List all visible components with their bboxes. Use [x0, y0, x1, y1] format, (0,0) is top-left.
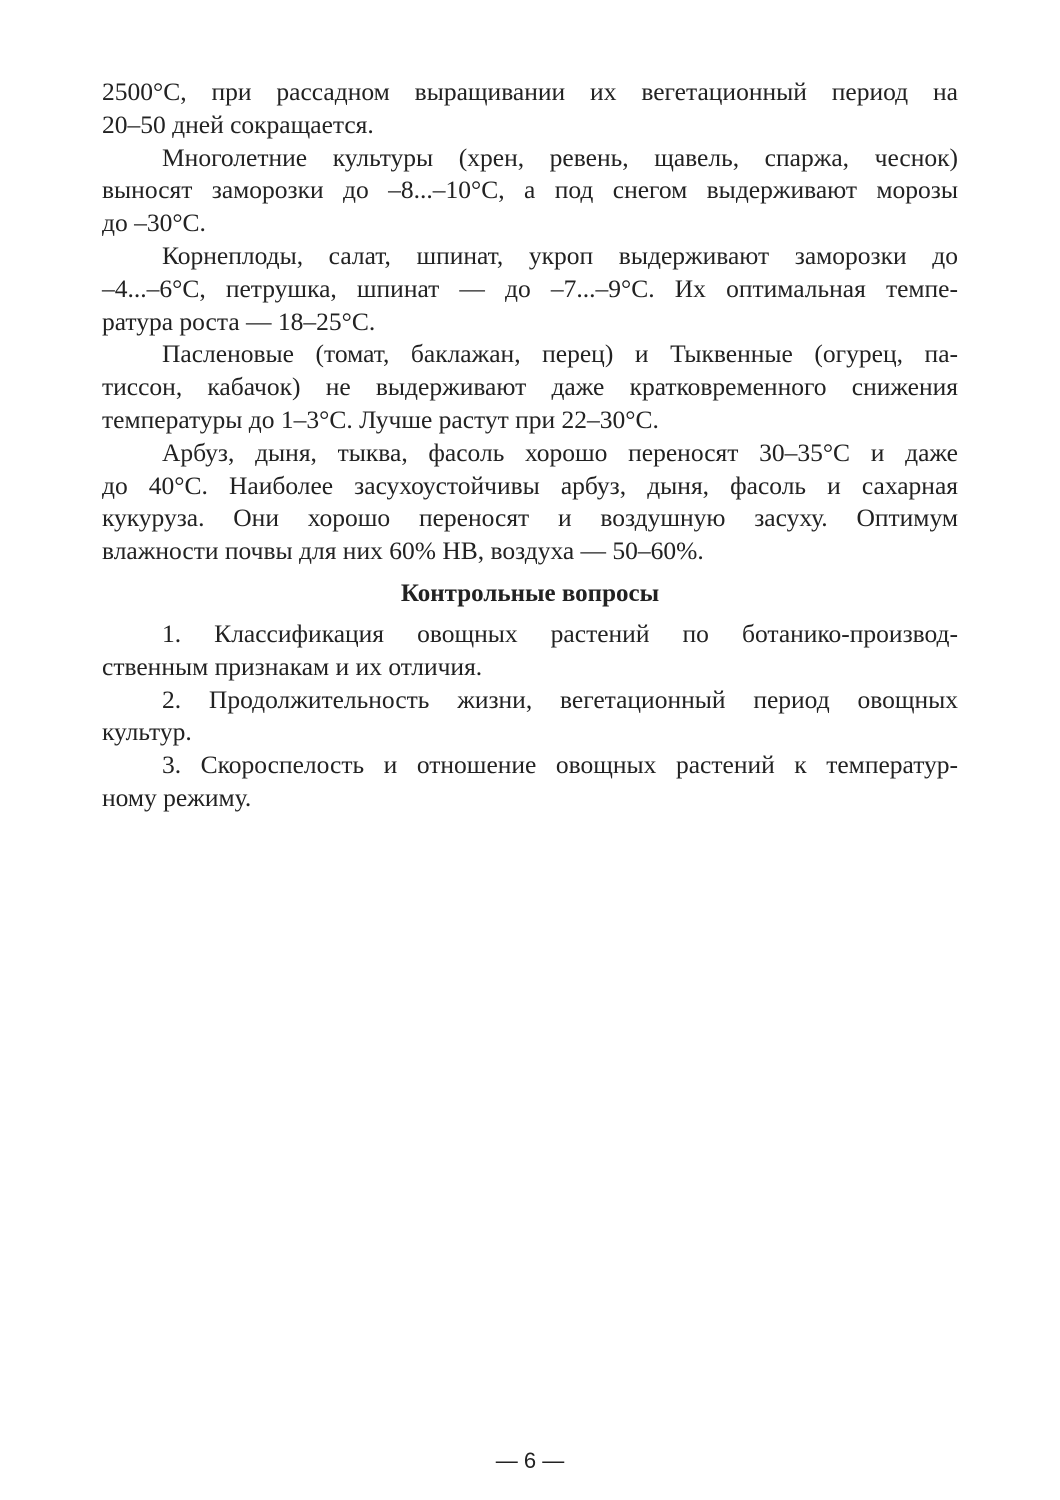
text-line: Многолетние культуры (хрен, ревень, щавель, спаржа, чеснок) [162, 142, 958, 172]
text-line: ственным признакам и их отличия. [102, 651, 483, 681]
paragraph-1 [102, 76, 958, 142]
text-line: влажности почвы для них 60% НВ, воздуха — 50–60%. [102, 536, 704, 566]
page-number: — 6 — [495, 1448, 565, 1473]
text-line: температуры до 1–3°С. Лучше растут при 22–30°С. [102, 404, 659, 434]
text-line: кукуруза. Они хорошо переносят и воздушную засуху. Оптимум [102, 503, 958, 533]
text-line: ратура роста — 18–25°С. [102, 306, 376, 336]
page-content [102, 76, 958, 815]
question-2 [102, 684, 958, 750]
text-line: Корнеплоды, салат, шпинат, укроп выдерживают заморозки до [162, 240, 958, 270]
text-line: выносят заморозки до –8...–10°С, а под снегом выдерживают морозы [102, 175, 958, 205]
paragraph-5 [102, 437, 958, 568]
text-line: 2. Продолжительность жизни, вегетационный период овощных [162, 684, 958, 714]
text-line: Арбуз, дыня, тыква, фасоль хорошо переносят 30–35°С и даже [162, 437, 958, 467]
text-line: ному режиму. [102, 782, 252, 812]
paragraph-3 [102, 240, 958, 338]
text-line: 20–50 дней сокращается. [102, 109, 374, 139]
text-line: культур. [102, 717, 192, 747]
section-heading: Контрольные вопросы [400, 579, 660, 607]
text-line: 1. Классификация овощных растений по ботанико-производ- [162, 618, 958, 648]
text-line: тиссон, кабачок) не выдерживают даже кратковременного снижения [102, 372, 958, 402]
text-line: 3. Скороспелость и отношение овощных растений к температур- [162, 750, 958, 780]
text-line: до 40°С. Наиболее засухоустойчивы арбуз, дыня, фасоль и сахарная [102, 470, 958, 500]
paragraph-4 [102, 338, 958, 436]
question-3 [102, 749, 958, 815]
paragraph-2 [102, 142, 958, 240]
text-line: 2500°С, при рассадном выращивании их вегетационный период на [102, 77, 958, 106]
text-line: Пасленовые (томат, баклажан, перец) и Тыквенные (огурец, па- [162, 339, 958, 369]
text-line: –4...–6°С, петрушка, шпинат — до –7...–9°С. Их оптимальная темпе- [102, 273, 958, 303]
question-1 [102, 618, 958, 684]
text-line: до –30°С. [102, 208, 206, 238]
